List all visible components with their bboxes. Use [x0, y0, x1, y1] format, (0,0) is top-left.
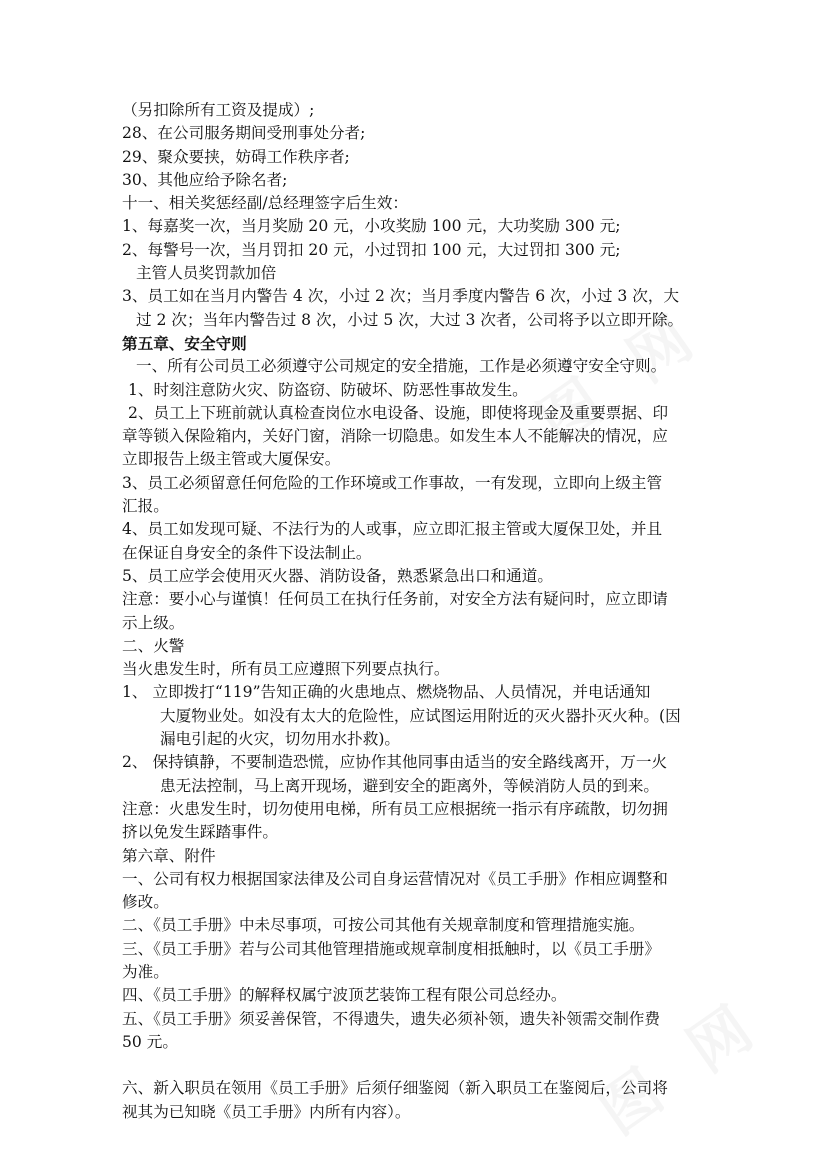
- text-line: 在保证自身安全的条件下设法制止。: [122, 543, 372, 562]
- text-line: 3、员工必须留意任何危险的工作环境或工作事故，一有发现，立即向上级主管: [122, 473, 663, 492]
- text-line: 2、员工上下班前就认真检查岗位水电设备、设施，即使将现金及重要票据、印: [128, 403, 669, 422]
- text-line: 过 2 次；当年内警告过 8 次，小过 5 次，大过 3 次者，公司将予以立即开除。: [136, 310, 684, 329]
- text-line: 患无法控制，马上离开现场，避到安全的距离外，等候消防人员的到来。: [160, 776, 660, 795]
- section-heading: 二、火警: [122, 636, 185, 655]
- text-line: 2、 保持镇静，不要制造恐慌，应协作其他同事由适当的安全路线离开，万一火: [122, 753, 668, 772]
- text-line: 注意：火患发生时，切勿使用电梯，所有员工应根据统一指示有序疏散，切勿拥: [122, 799, 668, 818]
- text-line: 示上级。: [122, 613, 185, 632]
- chapter-heading: 第五章、安全守则: [122, 333, 247, 353]
- text-line: 视其为已知晓《员工手册》内所有内容）。: [122, 1102, 411, 1121]
- text-line: 1、每嘉奖一次，当月奖励 20 元，小攻奖励 100 元，大功奖励 300 元;: [122, 217, 621, 236]
- text-line: 修改。: [122, 893, 169, 912]
- text-line: 大厦物业处。如没有太大的危险性，应试图运用附近的灭火器扑灭火种。(因: [160, 706, 681, 725]
- text-line: 六、新入职员在领用《员工手册》后须仔细鉴阅（新入职员工在鉴阅后，公司将: [122, 1079, 668, 1098]
- text-line: 注意：要小心与谨慎！任何员工在执行任务前，对安全方法有疑问时，应立即请: [122, 590, 668, 609]
- text-line: 立即报告上级主管或大厦保安。: [122, 450, 341, 469]
- text-line: 1、时刻注意防火灾、防盗窃、防破坏、防恶性事故发生。: [128, 380, 528, 399]
- text-line: 章等锁入保险箱内，关好门窗，消除一切隐患。如发生本人不能解决的情况，应: [122, 427, 668, 446]
- text-line: 挤以免发生踩踏事件。: [122, 823, 278, 842]
- text-line: 29、聚众要挟，妨碍工作秩序者;: [122, 147, 350, 166]
- text-line: 28、在公司服务期间受刑事处分者;: [122, 124, 366, 143]
- text-line: 当火患发生时，所有员工应遵照下列要点执行。: [122, 660, 450, 679]
- text-line: 为准。: [122, 962, 169, 981]
- text-line: 50 元。: [122, 1032, 178, 1051]
- text-line: 一、公司有权力根据国家法律及公司自身运营情况对《员工手册》作相应调整和: [122, 869, 668, 888]
- text-line: （另扣除所有工资及提成）;: [122, 101, 315, 119]
- text-line: 漏电引起的火灾，切勿用水扑救)。: [160, 730, 400, 749]
- document-body: [122, 99, 714, 1124]
- text-line: 2、每警号一次，当月罚扣 20 元，小过罚扣 100 元，大过罚扣 300 元;: [122, 240, 621, 259]
- text-line: 四、《员工手册》的解释权属宁波顶艺装饰工程有限公司总经办。: [122, 986, 567, 1005]
- chapter-heading: 第六章、附件: [122, 846, 216, 865]
- paragraph-gap: [122, 1054, 714, 1077]
- section-heading: 十一、相关奖惩经副/总经理签字后生效：: [122, 194, 408, 213]
- text-line: 4、员工如发现可疑、不法行为的人或事，应立即汇报主管或大厦保卫处，并且: [122, 520, 663, 539]
- text-line: 30、其他应给予除名者;: [122, 170, 288, 189]
- text-line: 1、 立即拨打“119”告知正确的火患地点、燃烧物品、人员情况，并电话通知: [122, 683, 651, 702]
- text-line: 汇报。: [122, 497, 169, 516]
- text-line: 五、《员工手册》须妥善保管，不得遗失，遗失必须补领，遗失补领需交制作费: [122, 1009, 660, 1028]
- text-line: 一、所有公司员工必须遵守公司规定的安全措施，工作是必须遵守安全守则。: [136, 357, 667, 376]
- text-line: 二、《员工手册》中未尽事项，可按公司其他有关规章制度和管理措施实施。: [122, 916, 645, 935]
- text-line: 主管人员奖罚款加倍: [136, 264, 277, 283]
- text-line: 3、员工如在当月内警告 4 次，小过 2 次；当月季度内警告 6 次，小过 3 次，大: [122, 287, 680, 306]
- text-line: 5、员工应学会使用灭火器、消防设备，熟悉紧急出口和通道。: [122, 566, 553, 585]
- text-line: 三、《员工手册》若与公司其他管理措施或规章制度相抵触时，以《员工手册》: [122, 939, 660, 958]
